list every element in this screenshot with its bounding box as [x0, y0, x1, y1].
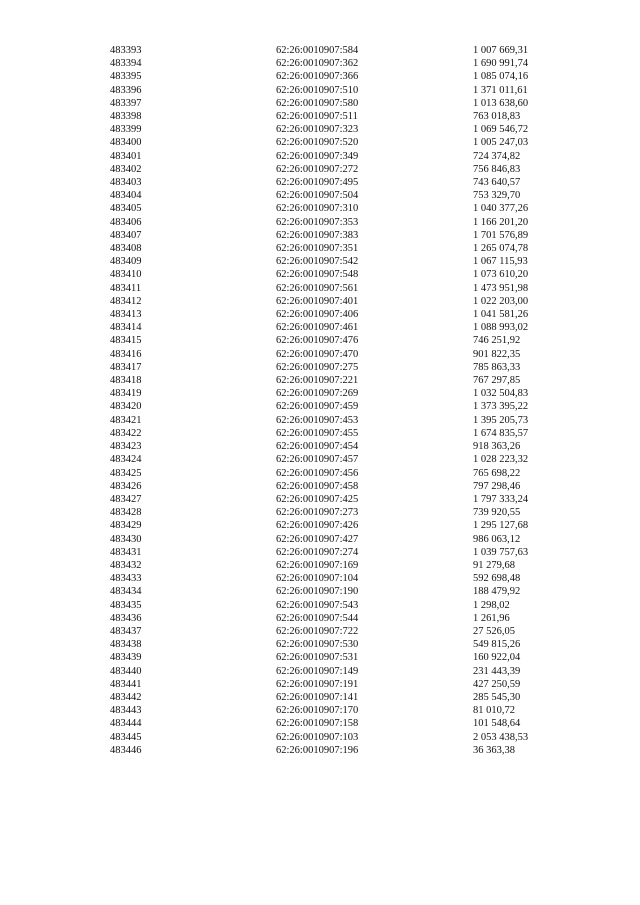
row-id-cell: 483414	[110, 322, 142, 334]
table-row	[110, 493, 563, 506]
cadastral-number-cell: 62:26:0010907:353	[276, 216, 359, 228]
cadastral-number-cell: 62:26:0010907:191	[276, 678, 359, 690]
cadastral-value-cell: 549 815,26	[473, 639, 521, 651]
cadastral-number-cell: 62:26:0010907:548	[276, 269, 359, 281]
cadastral-value-cell: 739 920,55	[473, 507, 521, 519]
cadastral-number-cell: 62:26:0010907:104	[276, 573, 359, 585]
row-id-cell: 483394	[110, 58, 142, 70]
table-row	[110, 400, 563, 413]
table-row	[110, 506, 563, 519]
cadastral-value-cell: 160 922,04	[473, 652, 521, 664]
table-row	[110, 110, 563, 123]
row-id-cell: 483398	[110, 111, 142, 123]
table-row	[110, 638, 563, 651]
row-id-cell: 483400	[110, 137, 142, 149]
table-row	[110, 678, 563, 691]
cadastral-value-cell: 1 007 669,31	[473, 45, 529, 56]
cadastral-number-cell: 62:26:0010907:561	[276, 282, 359, 294]
row-id-cell: 483395	[110, 71, 142, 83]
row-id-cell: 483433	[110, 573, 142, 585]
table-row	[110, 440, 563, 453]
table-row	[110, 744, 563, 757]
table-row	[110, 665, 563, 678]
cadastral-number-cell: 62:26:0010907:349	[276, 150, 359, 162]
row-id-cell: 483434	[110, 586, 142, 598]
row-id-cell: 483402	[110, 163, 142, 175]
table-row	[110, 150, 563, 163]
row-id-cell: 483401	[110, 150, 142, 162]
cadastral-value-cell: 765 698,22	[473, 467, 521, 479]
table-row	[110, 268, 563, 281]
cadastral-number-cell: 62:26:0010907:275	[276, 361, 359, 373]
cadastral-number-cell: 62:26:0010907:323	[276, 124, 359, 136]
row-id-cell: 483441	[110, 678, 142, 690]
cadastral-value-cell: 101 548,64	[473, 718, 521, 730]
cadastral-number-cell: 62:26:0010907:530	[276, 639, 359, 651]
table-row	[110, 348, 563, 361]
row-id-cell: 483408	[110, 243, 142, 255]
cadastral-number-cell: 62:26:0010907:274	[276, 546, 359, 558]
table-row	[110, 282, 563, 295]
cadastral-value-cell: 918 363,26	[473, 441, 521, 453]
cadastral-number-cell: 62:26:0010907:425	[276, 493, 359, 505]
cadastral-number-cell: 62:26:0010907:459	[276, 401, 359, 413]
table-row	[110, 44, 563, 57]
cadastral-value-cell: 81 010,72	[473, 705, 515, 717]
cadastral-value-cell: 1 261,96	[473, 612, 510, 624]
row-id-cell: 483436	[110, 612, 142, 624]
row-id-cell: 483432	[110, 559, 142, 571]
cadastral-value-cell: 1 797 333,24	[473, 493, 529, 505]
cadastral-value-cell: 36 363,38	[473, 744, 515, 756]
cadastral-number-cell: 62:26:0010907:476	[276, 335, 359, 347]
cadastral-value-cell: 1 674 835,57	[473, 427, 529, 439]
table-row	[110, 731, 563, 744]
table-row	[110, 308, 563, 321]
cadastral-value-cell: 1 690 991,74	[473, 58, 529, 70]
cadastral-value-cell: 1 067 115,93	[473, 256, 528, 268]
cadastral-number-cell: 62:26:0010907:542	[276, 256, 359, 268]
row-id-cell: 483397	[110, 97, 142, 109]
cadastral-number-cell: 62:26:0010907:221	[276, 375, 359, 387]
table-row	[110, 467, 563, 480]
cadastral-number-cell: 62:26:0010907:454	[276, 441, 359, 453]
table-row	[110, 546, 563, 559]
row-id-cell: 483404	[110, 190, 142, 202]
table-row	[110, 612, 563, 625]
cadastral-value-cell: 743 640,57	[473, 177, 521, 189]
cadastral-number-cell: 62:26:0010907:453	[276, 414, 359, 426]
cadastral-number-cell: 62:26:0010907:584	[276, 45, 359, 56]
cadastral-number-cell: 62:26:0010907:458	[276, 480, 359, 492]
cadastral-number-cell: 62:26:0010907:351	[276, 243, 359, 255]
table-row	[110, 163, 563, 176]
cadastral-value-cell: 1 701 576,89	[473, 229, 529, 241]
cadastral-value-cell: 1 040 377,26	[473, 203, 529, 215]
cadastral-number-cell: 62:26:0010907:520	[276, 137, 359, 149]
cadastral-number-cell: 62:26:0010907:504	[276, 190, 359, 202]
cadastral-number-cell: 62:26:0010907:366	[276, 71, 359, 83]
cadastral-value-cell: 1 373 395,22	[473, 401, 529, 413]
row-id-cell: 483403	[110, 177, 142, 189]
row-id-cell: 483417	[110, 361, 142, 373]
table-row	[110, 651, 563, 664]
cadastral-number-cell: 62:26:0010907:510	[276, 84, 359, 96]
cadastral-value-cell: 753 329,70	[473, 190, 521, 202]
cadastral-number-cell: 62:26:0010907:103	[276, 731, 359, 743]
cadastral-value-cell: 986 063,12	[473, 533, 521, 545]
row-id-cell: 483439	[110, 652, 142, 664]
table-row	[110, 559, 563, 572]
cadastral-value-cell: 1 013 638,60	[473, 97, 529, 109]
row-id-cell: 483443	[110, 705, 142, 717]
cadastral-value-cell: 592 698,48	[473, 573, 521, 585]
row-id-cell: 483393	[110, 45, 142, 56]
cadastral-value-cell: 1 073 610,20	[473, 269, 529, 281]
row-id-cell: 483422	[110, 427, 142, 439]
cadastral-number-cell: 62:26:0010907:149	[276, 665, 359, 677]
row-id-cell: 483420	[110, 401, 142, 413]
table-row	[110, 717, 563, 730]
cadastral-number-cell: 62:26:0010907:531	[276, 652, 359, 664]
row-id-cell: 483410	[110, 269, 142, 281]
cadastral-number-cell: 62:26:0010907:310	[276, 203, 359, 215]
row-id-cell: 483431	[110, 546, 142, 558]
cadastral-value-cell: 1 265 074,78	[473, 243, 529, 255]
table-row	[110, 321, 563, 334]
row-id-cell: 483440	[110, 665, 142, 677]
table-row	[110, 136, 563, 149]
table-row	[110, 533, 563, 546]
row-id-cell: 483435	[110, 599, 142, 611]
cadastral-value-cell: 763 018,83	[473, 111, 521, 123]
row-id-cell: 483428	[110, 507, 142, 519]
cadastral-number-cell: 62:26:0010907:272	[276, 163, 359, 175]
table-row	[110, 387, 563, 400]
cadastral-value-cell: 1 085 074,16	[473, 71, 529, 83]
cadastral-value-cell: 188 479,92	[473, 586, 521, 598]
row-id-cell: 483415	[110, 335, 142, 347]
table-row	[110, 97, 563, 110]
table-row	[110, 70, 563, 83]
cadastral-number-cell: 62:26:0010907:511	[276, 111, 358, 123]
cadastral-number-cell: 62:26:0010907:461	[276, 322, 359, 334]
cadastral-value-cell: 1 069 546,72	[473, 124, 529, 136]
row-id-cell: 483426	[110, 480, 142, 492]
table-row	[110, 572, 563, 585]
row-id-cell: 483412	[110, 295, 142, 307]
cadastral-number-cell: 62:26:0010907:455	[276, 427, 359, 439]
table-row	[110, 57, 563, 70]
table-row	[110, 625, 563, 638]
cadastral-value-cell: 1 005 247,03	[473, 137, 529, 149]
row-id-cell: 483438	[110, 639, 142, 651]
cadastral-number-cell: 62:26:0010907:543	[276, 599, 359, 611]
row-id-cell: 483424	[110, 454, 142, 466]
cadastral-value-cell: 91 279,68	[473, 559, 515, 571]
cadastral-number-cell: 62:26:0010907:190	[276, 586, 359, 598]
cadastral-value-cell: 785 863,33	[473, 361, 521, 373]
table-row	[110, 242, 563, 255]
row-id-cell: 483406	[110, 216, 142, 228]
cadastral-value-cell: 27 526,05	[473, 625, 515, 637]
cadastral-value-cell: 746 251,92	[473, 335, 521, 347]
table-row	[110, 295, 563, 308]
cadastral-value-cell: 231 443,39	[473, 665, 521, 677]
cadastral-value-cell: 1 295 127,68	[473, 520, 529, 532]
cadastral-number-cell: 62:26:0010907:470	[276, 348, 359, 360]
cadastral-number-cell: 62:26:0010907:426	[276, 520, 359, 532]
cadastral-number-cell: 62:26:0010907:269	[276, 388, 359, 400]
row-id-cell: 483437	[110, 625, 142, 637]
cadastral-number-cell: 62:26:0010907:722	[276, 625, 359, 637]
row-id-cell: 483418	[110, 375, 142, 387]
cadastral-number-cell: 62:26:0010907:158	[276, 718, 359, 730]
cadastral-number-cell: 62:26:0010907:401	[276, 295, 359, 307]
cadastral-value-cell: 756 846,83	[473, 163, 521, 175]
cadastral-number-cell: 62:26:0010907:383	[276, 229, 359, 241]
row-id-cell: 483430	[110, 533, 142, 545]
row-id-cell: 483413	[110, 309, 142, 321]
row-id-cell: 483444	[110, 718, 142, 730]
cadastral-number-cell: 62:26:0010907:457	[276, 454, 359, 466]
table-row	[110, 84, 563, 97]
cadastral-value-cell: 1 028 223,32	[473, 454, 529, 466]
table-row	[110, 255, 563, 268]
row-id-cell: 483396	[110, 84, 142, 96]
cadastral-number-cell: 62:26:0010907:495	[276, 177, 359, 189]
row-id-cell: 483407	[110, 229, 142, 241]
cadastral-number-cell: 62:26:0010907:196	[276, 744, 359, 756]
cadastral-value-cell: 1 371 011,61	[473, 84, 528, 96]
cadastral-value-cell: 1 298,02	[473, 599, 510, 611]
cadastral-number-cell: 62:26:0010907:580	[276, 97, 359, 109]
cadastral-value-cell: 1 395 205,73	[473, 414, 529, 426]
table-row	[110, 480, 563, 493]
cadastral-value-cell: 1 088 993,02	[473, 322, 529, 334]
table-row	[110, 216, 563, 229]
cadastral-number-cell: 62:26:0010907:544	[276, 612, 359, 624]
cadastral-value-cell: 1 039 757,63	[473, 546, 529, 558]
cadastral-value-cell: 724 374,82	[473, 150, 521, 162]
cadastral-number-cell: 62:26:0010907:170	[276, 705, 359, 717]
cadastral-number-cell: 62:26:0010907:456	[276, 467, 359, 479]
table-row	[110, 585, 563, 598]
table-row	[110, 202, 563, 215]
row-id-cell: 483427	[110, 493, 142, 505]
row-id-cell: 483429	[110, 520, 142, 532]
cadastral-value-cell: 901 822,35	[473, 348, 521, 360]
table-row	[110, 374, 563, 387]
row-id-cell: 483442	[110, 691, 142, 703]
row-id-cell: 483445	[110, 731, 142, 743]
row-id-cell: 483446	[110, 744, 142, 756]
cadastral-value-cell: 1 473 951,98	[473, 282, 529, 294]
cadastral-number-cell: 62:26:0010907:362	[276, 58, 359, 70]
cadastral-value-cell: 1 022 203,00	[473, 295, 529, 307]
table-row	[110, 599, 563, 612]
table-row	[110, 427, 563, 440]
table-body	[110, 44, 563, 757]
row-id-cell: 483423	[110, 441, 142, 453]
table-row	[110, 361, 563, 374]
cadastral-value-cell: 1 041 581,26	[473, 309, 529, 321]
cadastral-value-cell: 767 297,85	[473, 375, 521, 387]
cadastral-value-table	[110, 44, 563, 757]
table-row	[110, 414, 563, 427]
table-row	[110, 123, 563, 136]
table-row	[110, 229, 563, 242]
cadastral-value-cell: 1 166 201,20	[473, 216, 529, 228]
cadastral-number-cell: 62:26:0010907:427	[276, 533, 359, 545]
cadastral-number-cell: 62:26:0010907:141	[276, 691, 359, 703]
cadastral-number-cell: 62:26:0010907:406	[276, 309, 359, 321]
cadastral-value-cell: 285 545,30	[473, 691, 521, 703]
table-row	[110, 176, 563, 189]
row-id-cell: 483411	[110, 282, 142, 294]
row-id-cell: 483405	[110, 203, 142, 215]
cadastral-value-cell: 427 250,59	[473, 678, 521, 690]
row-id-cell: 483419	[110, 388, 142, 400]
table-row	[110, 453, 563, 466]
cadastral-number-cell: 62:26:0010907:273	[276, 507, 359, 519]
table-row	[110, 691, 563, 704]
row-id-cell: 483399	[110, 124, 142, 136]
table-row	[110, 519, 563, 532]
row-id-cell: 483421	[110, 414, 142, 426]
cadastral-value-cell: 797 298,46	[473, 480, 521, 492]
row-id-cell: 483425	[110, 467, 142, 479]
cadastral-number-cell: 62:26:0010907:169	[276, 559, 359, 571]
table-row	[110, 334, 563, 347]
cadastral-value-cell: 2 053 438,53	[473, 731, 529, 743]
row-id-cell: 483409	[110, 256, 142, 268]
table-row	[110, 189, 563, 202]
row-id-cell: 483416	[110, 348, 142, 360]
table-row	[110, 704, 563, 717]
cadastral-value-cell: 1 032 504,83	[473, 388, 529, 400]
